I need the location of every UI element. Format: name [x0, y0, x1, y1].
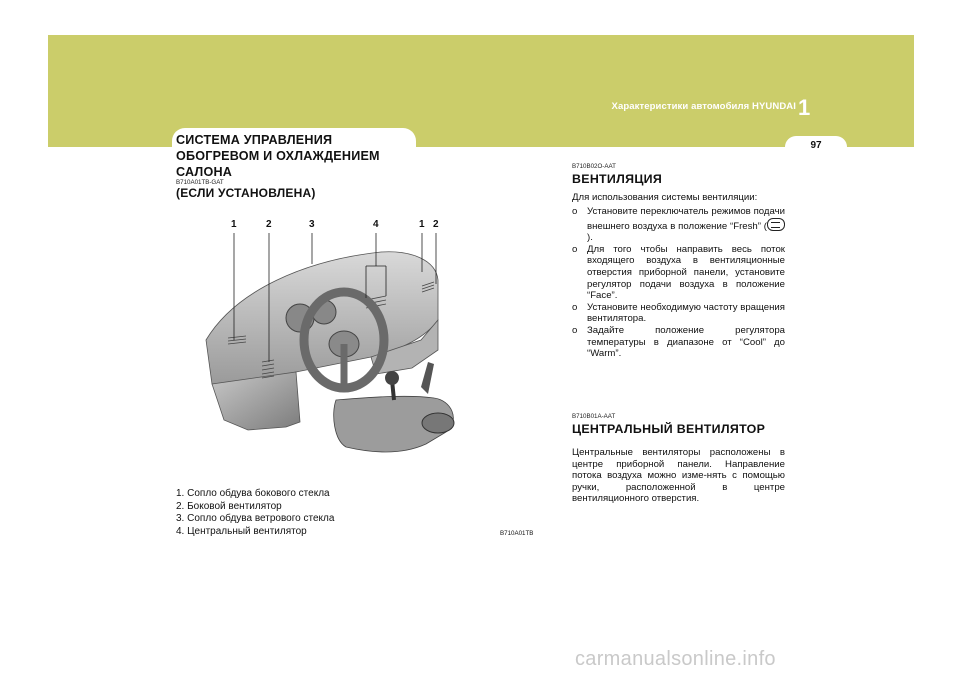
title-line: СИСТЕМА УПРАВЛЕНИЯ — [176, 133, 333, 147]
bullet-mark: o — [572, 243, 578, 255]
callout-label: 4 — [373, 219, 379, 230]
list-item — [572, 244, 785, 302]
callout-label: 1 — [231, 219, 237, 230]
section-code: B710B02O-AAT — [572, 163, 616, 170]
figure-legend — [176, 488, 334, 538]
fresh-air-icon — [767, 218, 785, 231]
dashboard-illustration — [176, 222, 476, 480]
page-number: 97 — [810, 140, 822, 151]
section-title: Характеристики автомобиля HYUNDAI — [611, 101, 796, 112]
callout-label: 2 — [433, 219, 439, 230]
list-item-text: Установите переключатель режимов подачи внешнего воздуха в положение “Fresh” ( — [587, 206, 785, 232]
list-item — [572, 325, 785, 360]
legend-item: 4. Центральный вентилятор — [176, 525, 307, 537]
list-item-text: Для того чтобы направить весь поток входящего воздуха в вентиляционные отверстия приборной панели, установите регулятор подачи воздуха в положение “Face”. — [587, 243, 785, 302]
section-code: B710B01A-AAT — [572, 413, 616, 420]
bullet-list — [572, 206, 785, 360]
chapter-number: 1 — [798, 95, 811, 120]
title-line: ОБОГРЕВОМ И ОХЛАЖДЕНИЕМ — [176, 149, 380, 163]
list-item — [572, 206, 785, 244]
callout-label: 1 — [419, 219, 425, 230]
watermark: carmanualsonline.info — [575, 648, 776, 670]
title-line: САЛОНА — [176, 165, 233, 179]
section-heading: ЦЕНТРАЛЬНЫЙ ВЕНТИЛЯТОР — [572, 422, 766, 436]
section-heading: ВЕНТИЛЯЦИЯ — [572, 172, 663, 186]
callout-label: 3 — [309, 219, 315, 230]
legend-item: 1. Сопло обдува бокового стекла — [176, 488, 330, 499]
bullet-mark: o — [572, 206, 578, 217]
callout-label: 2 — [266, 219, 272, 230]
legend-item: 3. Сопло обдува ветрового стекла — [176, 513, 335, 524]
figure-code: B710A01TB — [500, 530, 534, 537]
bullet-mark: o — [572, 301, 578, 313]
paragraph: Для использования системы вентиляции: — [572, 192, 758, 203]
section-code: B710A01TB-GAT — [176, 179, 224, 186]
list-item-text: ). — [587, 232, 593, 244]
subtitle: (ЕСЛИ УСТАНОВЛЕНА) — [176, 186, 316, 200]
page-title — [176, 132, 406, 180]
list-item-text: Задайте положение регулятора температуры в диапазоне от “Cool” до “Warm”. — [587, 324, 785, 360]
bullet-mark: o — [572, 324, 578, 336]
legend-item: 2. Боковой вентилятор — [176, 500, 282, 512]
paragraph: Центральные вентиляторы расположены в центре приборной панели. Направление потока воздуха можно изме-нять с помощью ручки, расположенной в центре вентиляционного отверстия. — [572, 447, 785, 505]
list-item-text: Установите необходимую частоту вращения вентилятора. — [587, 301, 785, 325]
list-item — [572, 302, 785, 325]
